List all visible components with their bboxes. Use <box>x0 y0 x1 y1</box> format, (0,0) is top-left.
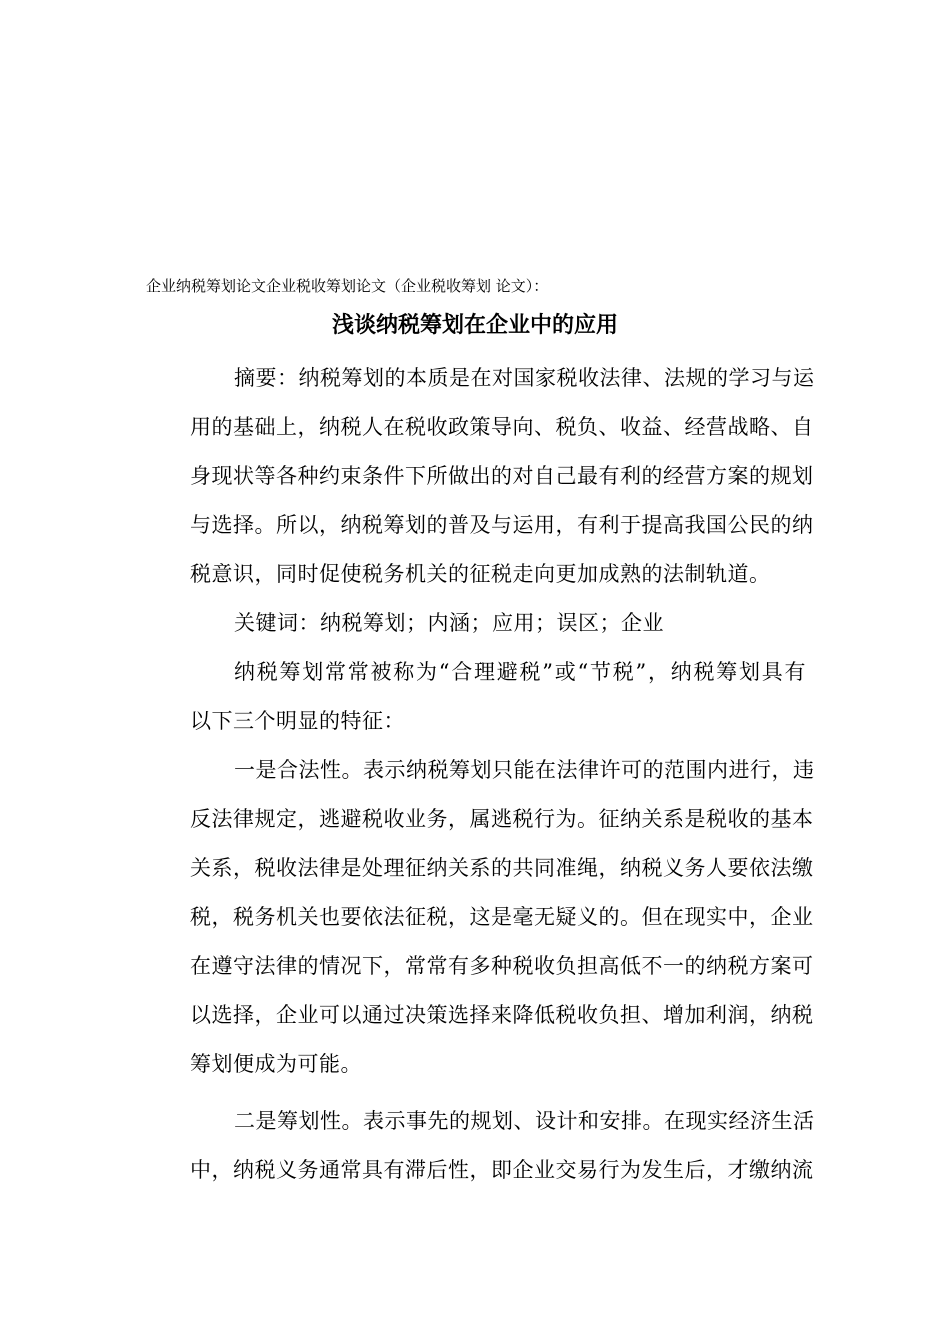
document-header-line: 企业纳税筹划论文企业税收筹划论文（企业税收筹划 论文）： <box>146 277 549 295</box>
intro-paragraph <box>146 648 806 746</box>
text-line: 税，税务机关也要依法征税，这是毫无疑义的。但在现实中，企业 <box>190 905 814 929</box>
keywords-paragraph <box>146 599 806 648</box>
text-line: 用的基础上，纳税人在税收政策导向、税负、收益、经营战略、自 <box>190 415 814 439</box>
text-line: 筹划便成为可能。 <box>190 1052 362 1076</box>
text-line: 纳税筹划常常被称为“合理避税”或“节税”，纳税筹划具有 <box>234 660 806 684</box>
text-line: 与选择。所以，纳税筹划的普及与运用，有利于提高我国公民的纳 <box>190 513 814 537</box>
text-line: 摘要：纳税筹划的本质是在对国家税收法律、法规的学习与运 <box>234 366 815 390</box>
legality-paragraph <box>146 746 815 1089</box>
text-line: 在遵守法律的情况下，常常有多种税收负担高低不一的纳税方案可 <box>190 954 814 978</box>
text-line: 税意识，同时促使税务机关的征税走向更加成熟的法制轨道。 <box>190 562 771 586</box>
text-line: 二是筹划性。表示事先的规划、设计和安排。在现实经济生活 <box>234 1109 815 1133</box>
text-line: 以下三个明显的特征： <box>190 709 405 733</box>
text-line: 一是合法性。表示纳税筹划只能在法律许可的范围内进行，违 <box>234 758 815 782</box>
text-line: 反法律规定，逃避税收业务，属逃税行为。征纳关系是税收的基本 <box>190 807 814 831</box>
article-title: 浅谈纳税筹划在企业中的应用 <box>331 313 618 338</box>
text-line: 关系，税收法律是处理征纳关系的共同准绳，纳税义务人要依法缴 <box>190 856 814 880</box>
abstract-paragraph <box>146 354 815 599</box>
text-line: 身现状等各种约束条件下所做出的对自己最有利的经营方案的规划 <box>190 464 814 488</box>
text-line: 中，纳税义务通常具有滞后性，即企业交易行为发生后，才缴纳流 <box>190 1158 814 1182</box>
planning-paragraph <box>146 1097 815 1195</box>
text-line: 以选择，企业可以通过决策选择来降低税收负担、增加利润，纳税 <box>190 1003 814 1027</box>
text-line: 关键词：纳税筹划；内涵；应用；误区；企业 <box>234 611 664 635</box>
